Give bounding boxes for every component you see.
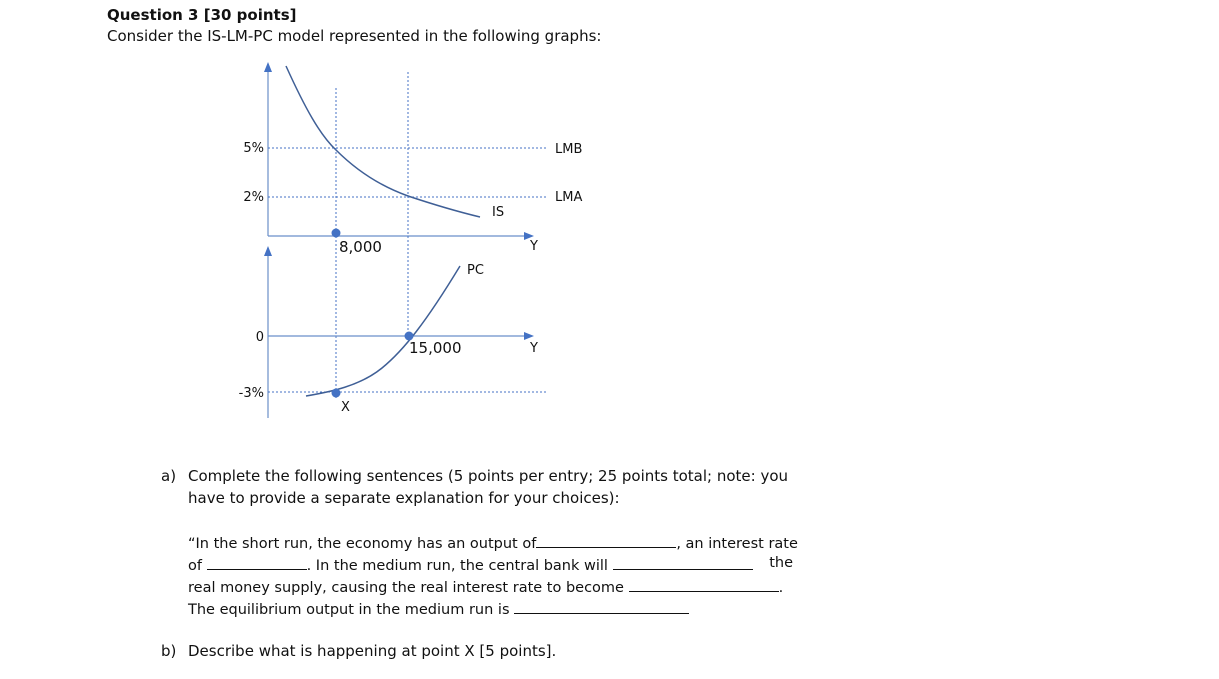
point-x bbox=[332, 389, 341, 398]
lower-x-axis-label: Y bbox=[530, 341, 538, 356]
question-b-text: Describe what is happening at point X [5 points]. bbox=[188, 642, 557, 660]
sentence-l2-end: the bbox=[769, 555, 793, 571]
lower-y-axis-arrow bbox=[264, 246, 272, 256]
upper-x-axis-label: Y bbox=[530, 239, 538, 254]
question-b-marker: b) bbox=[161, 642, 177, 660]
lm-b-label: LMB bbox=[555, 142, 583, 157]
blank-real-interest-rate[interactable] bbox=[629, 577, 779, 592]
question-a-marker: a) bbox=[161, 467, 177, 485]
question-a-line2: have to provide a separate explanation for your choices): bbox=[188, 489, 620, 507]
y-label-2pct: 2% bbox=[243, 190, 264, 205]
y-label-minus-3pct: -3% bbox=[238, 386, 264, 401]
upper-graph bbox=[243, 62, 582, 256]
sentence-l1-start: “In the short run, the economy has an output of bbox=[188, 536, 537, 552]
upper-y-axis-arrow bbox=[264, 62, 272, 72]
sentence-l3-end: . bbox=[778, 580, 784, 596]
sentence-l4-start: The equilibrium output in the medium run is bbox=[188, 602, 510, 618]
point-x-label: X bbox=[341, 400, 350, 415]
point-15000-label: 15,000 bbox=[409, 339, 462, 357]
lower-x-axis-arrow bbox=[524, 332, 534, 340]
sentence-line-1 bbox=[188, 533, 798, 552]
question-title: Question 3 [30 points] bbox=[107, 6, 297, 24]
blank-medium-run-output[interactable] bbox=[514, 599, 689, 614]
pc-curve bbox=[306, 266, 460, 396]
y-label-0: 0 bbox=[255, 330, 264, 345]
is-curve bbox=[286, 66, 480, 217]
sentence-line-2 bbox=[188, 555, 793, 574]
sentence-line-4 bbox=[188, 599, 689, 618]
point-8000-label: 8,000 bbox=[339, 238, 382, 256]
lower-graph bbox=[239, 246, 548, 418]
sentence-l3-start: real money supply, causing the real interest rate to become bbox=[188, 580, 624, 596]
blank-interest-rate[interactable] bbox=[207, 555, 307, 570]
is-label: IS bbox=[492, 205, 505, 220]
sentence-line-3 bbox=[188, 577, 783, 596]
question-intro: Consider the IS-LM-PC model represented in the following graphs: bbox=[107, 27, 602, 45]
blank-short-run-output[interactable] bbox=[536, 533, 676, 548]
question-a-line1: Complete the following sentences (5 points per entry; 25 points total; note: you bbox=[188, 467, 789, 485]
sentence-l2-start: of bbox=[188, 558, 202, 574]
blank-central-bank-action[interactable] bbox=[613, 555, 753, 570]
pc-label: PC bbox=[467, 263, 484, 278]
sentence-l2-mid: . In the medium run, the central bank will bbox=[306, 558, 608, 574]
sentence-l1-end: , an interest rate bbox=[676, 536, 798, 552]
y-label-5pct: 5% bbox=[243, 141, 264, 156]
lm-a-label: LMA bbox=[555, 190, 583, 205]
